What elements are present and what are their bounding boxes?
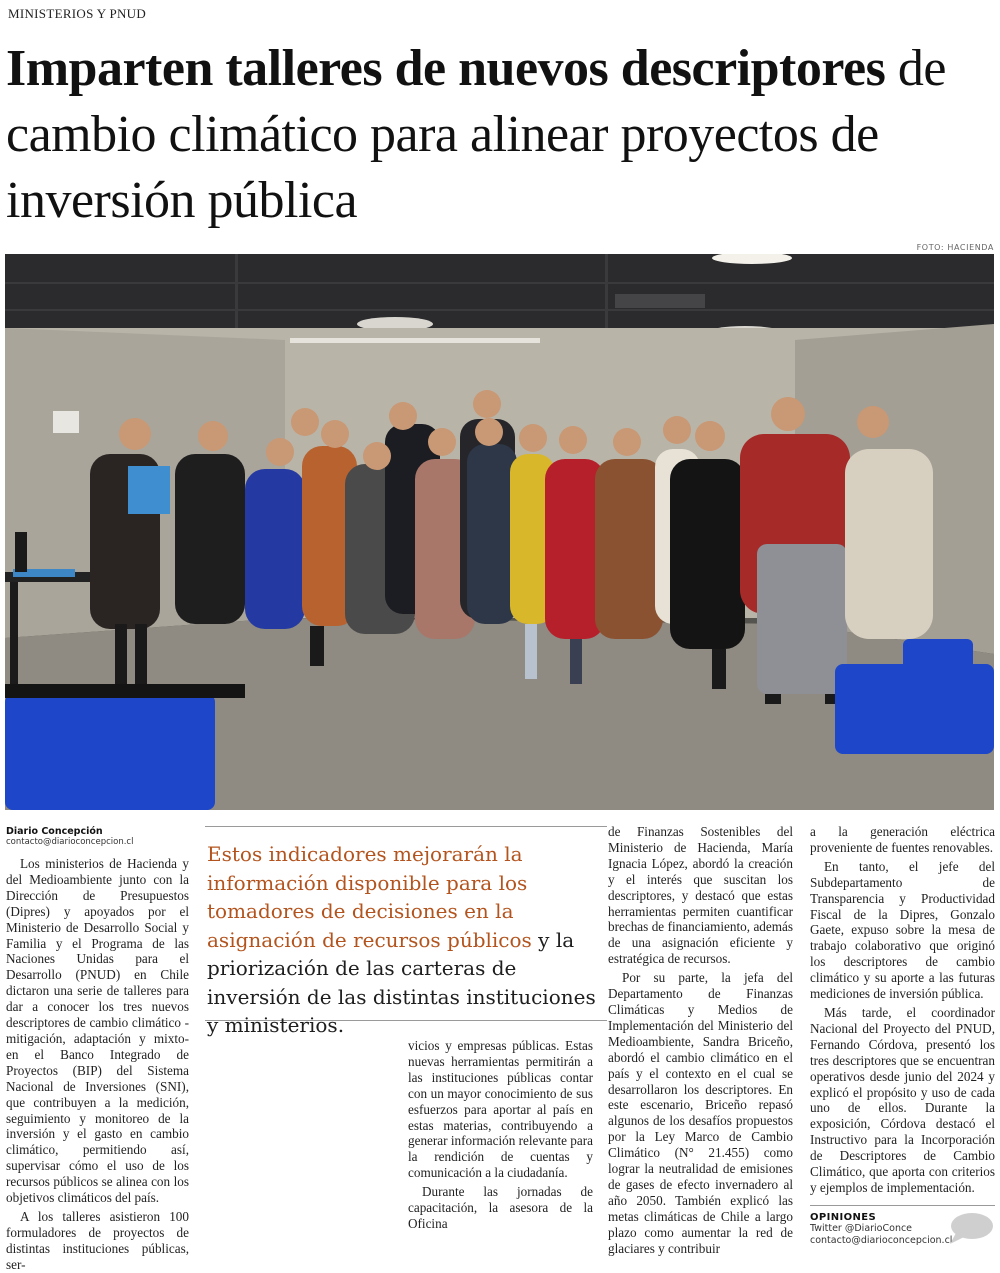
pullquote-rest: y la priorización de las carteras de inversión de las distintas instituciones y ministerios. [207, 927, 596, 1037]
pullquote-top-rule [205, 826, 607, 827]
byline-publication: Diario Concepción [6, 826, 103, 837]
body-paragraph: a la generación eléctrica proveniente de fuentes renovables. [810, 824, 995, 855]
body-paragraph: vicios y empresas públicas. Estas nuevas herramientas permitirán a las instituciones públicas contar con un mayor conocimiento de sus esfuerzos para aportar al país en estas materias, contribuyendo a generar información relevante para la rendición de cuentas y comunicación a la ciudadanía. [408, 1038, 593, 1181]
pullquote-highlight: Estos indicadores mejorarán la información disponible para los tomadores de decisiones en la asignación de recursos públicos [207, 842, 532, 952]
headline-regular: de cambio climático para alinear proyectos de inversión pública [6, 40, 946, 229]
group-photo [5, 254, 994, 810]
body-column-4 [810, 824, 995, 1196]
headline-bold: Imparten talleres de nuevos descriptores [6, 40, 886, 97]
group-photo-illustration [5, 254, 994, 810]
body-paragraph: Por su parte, la jefa del Departamento de Finanzas Climáticas y Medios de Implementación del Ministerio del Medioambiente, Sandra Briceño, abordó el cambio climático en el país y el contexto en el cual se desarrollaron los descriptores. En este escenario, Briceño repasó algunos de los desafíos propuestos por la Ley Marco de Cambio Climático (N° 21.455) como lograr la neutralidad de emisiones de gases de efecto invernadero al año 2050. También explicó las metas climáticas de Chile a largo plazo como aumentar la red de glaciares y contribuir [608, 970, 793, 1256]
speech-bubble-icon [946, 1211, 994, 1245]
body-paragraph: Durante las jornadas de capacitación, la asesora de la Oficina [408, 1184, 593, 1231]
opinions-email[interactable]: contacto@diarioconcepcion.cl [810, 1235, 953, 1246]
body-paragraph: Los ministerios de Hacienda y del Medioambiente junto con la Dirección de Presupuestos (Dipres) y apoyados por el Ministerio de Desarrollo Social y Familia y el Programa de las Naciones Unidas para el Desarrollo (PNUD) en Chile dictaron una serie de talleres para dar a conocer los tres nuevos descriptores de cambio climático -mitigación, adaptación y mixto- en el Banco Integrado de Proyectos (BIP) del Sistema Nacional de Inversiones (SNI), que contribuyen a la medición, seguimiento y monitoreo de la inversión y el gasto en cambio climático, permitiendo así, supervisar cómo el uso de los recursos públicos se alinea con los objetivos climáticos del país. [6, 856, 189, 1206]
byline [6, 826, 196, 847]
section-kicker: MINISTERIOS Y PNUD [8, 6, 147, 21]
photo-credit: FOTO: HACIENDA [916, 243, 994, 252]
opinions-title: OPINIONES [810, 1212, 877, 1223]
body-column-1 [6, 856, 189, 1273]
headline [6, 36, 996, 234]
body-paragraph: En tanto, el jefe del Subdepartamento de Transparencia y Productividad Fiscal de la Dipres, Gonzalo Gaete, expuso sobre la mesa de trabajo colaborativo que originó los descriptores de cambio climático y su aporte a las futuras mediciones de inversión pública. [810, 858, 995, 1002]
opinions-rule [810, 1205, 995, 1206]
body-paragraph: A los talleres asistieron 100 formuladores de proyectos de distintas instituciones públicas, ser- [6, 1208, 189, 1272]
body-paragraph: Más tarde, el coordinador Nacional del Proyecto del PNUD, Fernando Córdova, presentó los tres descriptores que se encuentran operativos desde junio del 2024 y explicó el propósito y uso de cada uno de ellos. Durante la exposición, Córdova destacó el Instructivo para la Incorporación de Descriptores de Cambio Climático, que aporta con criterios y ejemplos de implementación. [810, 1004, 995, 1195]
pullquote [207, 840, 607, 1040]
body-paragraph: de Finanzas Sostenibles del Ministerio de Hacienda, María Ignacia López, abordó la creación y el interés que suscitan los descriptores, y destacó que estas herramientas permiten cuantificar brechas de financiamiento, además de una asignación eficiente y estratégica de recursos. [608, 824, 793, 967]
body-column-3 [608, 824, 793, 1256]
opinions-twitter[interactable]: Twitter @DiarioConce [810, 1223, 913, 1234]
body-column-2 [408, 1038, 593, 1232]
byline-email[interactable]: contacto@diarioconcepcion.cl [6, 837, 134, 847]
